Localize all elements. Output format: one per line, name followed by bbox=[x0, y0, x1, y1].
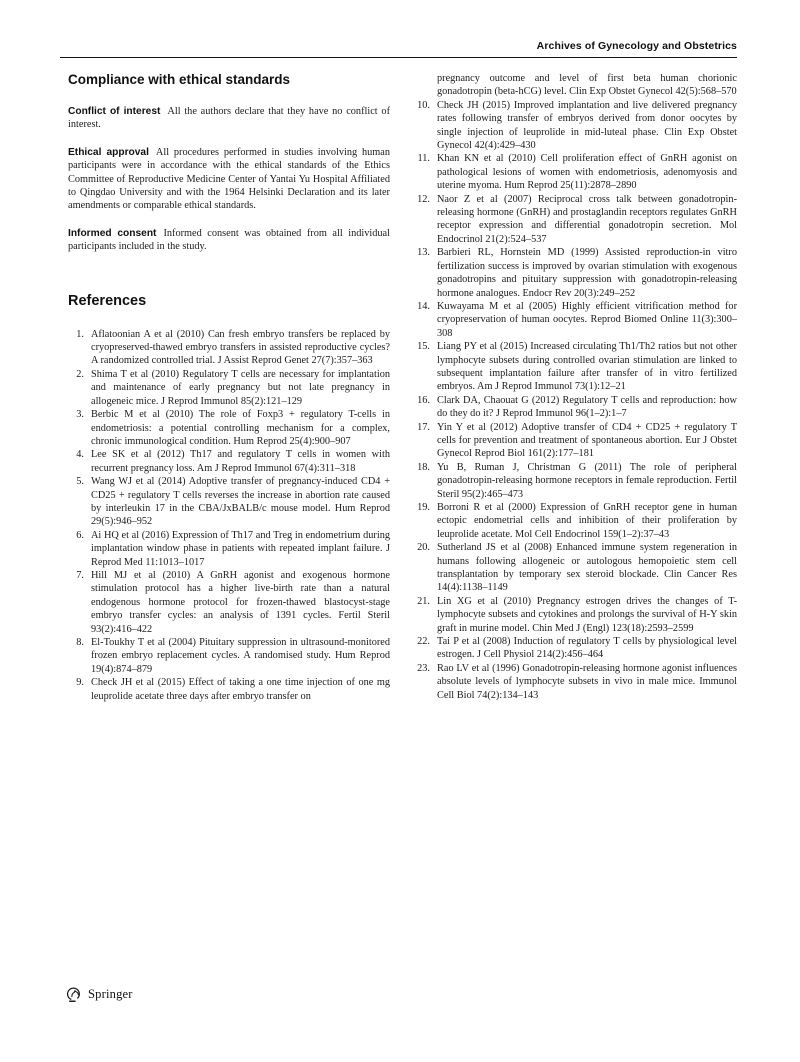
compliance-heading: Compliance with ethical standards bbox=[68, 72, 291, 87]
reference-number: 8. bbox=[76, 637, 84, 648]
paragraph-label: Ethical approval bbox=[68, 146, 149, 158]
reference-number: 13. bbox=[417, 247, 430, 259]
reference-item bbox=[414, 300, 737, 340]
reference-number: 5. bbox=[76, 476, 84, 488]
reference-item bbox=[68, 408, 390, 448]
reference-item bbox=[68, 676, 390, 703]
reference-number: 12. bbox=[417, 193, 430, 205]
reference-number: 2. bbox=[76, 368, 84, 380]
reference-item bbox=[68, 636, 390, 676]
reference-number: 19. bbox=[417, 502, 430, 513]
reference-number: 11. bbox=[417, 153, 430, 165]
reference-item bbox=[414, 595, 737, 635]
reference-text: Borroni R et al (2000) Expression of GnRH receptor gene in human ectopic endometrial cells and inhibition of their proliferation by leuprolide acetate. Mol Cell Endocrinol 159(1–2):37–43 bbox=[437, 502, 737, 540]
reference-text: Liang PY et al (2015) Increased circulating Th1/Th2 ratios but not other lymphocyte subsets during controlled ovarian stimulation are linked to subsequent implantation failure after transfer of in vitro fertilized embryos. Am J Reprod Immunol 73(1):12–21 bbox=[437, 341, 737, 393]
reference-item bbox=[68, 448, 390, 475]
reference-item bbox=[414, 541, 737, 595]
reference-number: 15. bbox=[417, 341, 430, 353]
reference-number: 16. bbox=[417, 394, 430, 406]
publisher-name: Springer bbox=[88, 987, 133, 1001]
reference-item bbox=[68, 529, 390, 569]
reference-text: Wang WJ et al (2014) Adoptive transfer of pregnancy-induced CD4 + CD25 + regulatory T cells reverses the increase in abortion rate caused by interleukin 17 in the CBA/JxBALB/c mouse model. Hum Reprod 29(5):946–952 bbox=[91, 476, 390, 528]
reference-item bbox=[68, 368, 390, 408]
reference-number: 18. bbox=[417, 461, 430, 473]
reference-item bbox=[414, 421, 737, 461]
reference-number: 21. bbox=[417, 595, 430, 607]
reference-text: Khan KN et al (2010) Cell proliferation effect of GnRH agonist on pathological lesions of women with endometriosis, adenomyosis and uterine myoma. Hum Reprod 25(11):2878–2890 bbox=[437, 153, 737, 192]
references-heading: References bbox=[68, 292, 147, 309]
paragraph-label: Informed consent bbox=[68, 227, 157, 239]
reference-text: Kuwayama M et al (2005) Highly efficient vitrification method for cryopreservation of human oocytes. Reprod Biomed Online 11(3):300–308 bbox=[437, 300, 737, 339]
reference-item bbox=[68, 475, 390, 529]
reference-item bbox=[414, 246, 737, 300]
right-column bbox=[414, 72, 737, 702]
springer-knight-icon bbox=[66, 986, 83, 1003]
reference-number: 14. bbox=[417, 300, 430, 312]
reference-list-left bbox=[68, 328, 390, 703]
reference-item bbox=[68, 328, 390, 368]
reference-item bbox=[414, 501, 737, 541]
reference-text: Clark DA, Chaouat G (2012) Regulatory T cells and reproduction: how do they do it? J Reprod Immunol 96(1–2):1–7 bbox=[437, 394, 737, 420]
reference-number: 1. bbox=[76, 328, 84, 340]
reference-text: Hill MJ et al (2010) A GnRH agonist and exogenous hormone stimulation protocol has a higher live-birth rate than a natural endogenous hormone protocol for frozen-thawed blastocyst-stage embryo transfer cycles: an analysis of 1391 cycles. Fertil Steril 93(2):416–422 bbox=[91, 569, 390, 635]
publisher-footer bbox=[66, 986, 133, 1003]
reference-number: 23. bbox=[417, 662, 430, 674]
reference-text: Check JH (2015) Improved implantation and live delivered pregnancy rates following transfer of embryos derived from donor oocytes by single injection of leuprolide in mid-luteal phase. Clin Exp Obstet Gynecol 42(4):429–430 bbox=[437, 99, 737, 152]
reference-number: 6. bbox=[76, 529, 84, 541]
reference-text: Tai P et al (2008) Induction of regulatory T cells by physiological level estrogen. J Cell Physiol 214(2):456–464 bbox=[437, 636, 737, 661]
reference-number: 9. bbox=[76, 677, 84, 689]
reference-text: Aflatoonian A et al (2010) Can fresh embryo transfers be replaced by cryopreserved-thawed embryo transfers in assisted reproductive cycles? A randomized controlled trial. J Assist Reprod Genet 27(7):357–363 bbox=[91, 328, 390, 367]
reference-text: Check JH et al (2015) Effect of taking a one time injection of one mg leuprolide acetate three days after embryo transfer on bbox=[91, 677, 390, 702]
paragraph-text: All procedures performed in studies involving human participants were in accordance with the ethical standards of the Ethics Committee of Reproductive Medicine Center of Yantai Yu Hospital Affiliated to Qingdao University and with the 1964 Helsinki Declaration and its later amendments or comparable ethical standards. bbox=[68, 146, 390, 212]
reference-text: Shima T et al (2010) Regulatory T cells are necessary for implantation and maintenance of early pregnancy but not late pregnancy in allogeneic mice. J Reprod Immunol 85(2):121–129 bbox=[91, 368, 390, 407]
paragraph-label: Conflict of interest bbox=[68, 106, 161, 117]
reference-text: Yu B, Ruman J, Christman G (2011) The role of peripheral gonadotropin-releasing hormone receptors in female reproduction. Fertil Steril 95(2):465–473 bbox=[437, 461, 737, 500]
reference-text: Lee SK et al (2012) Th17 and regulatory T cells in women with recurrent pregnancy loss. Am J Reprod Immunol 67(4):311–318 bbox=[91, 449, 390, 474]
header-rule bbox=[60, 57, 737, 58]
reference-item bbox=[414, 99, 737, 153]
reference-text: Lin XG et al (2010) Pregnancy estrogen drives the changes of T-lymphocyte subsets and cytokines and prolongs the survival of H-Y skin graft in murine model. Chin Med J (Engl) 123(18):2593–2599 bbox=[437, 595, 737, 634]
left-column bbox=[68, 72, 390, 703]
reference-item bbox=[68, 569, 390, 636]
reference-item bbox=[414, 635, 737, 662]
reference-number: 20. bbox=[417, 542, 430, 554]
reference-continuation-text: pregnancy outcome and level of first beta human chorionic gonadotropin (beta-hCG) level. Clin Exp Obstet Gynecol 42(5):568–570 bbox=[437, 73, 737, 98]
reference-item bbox=[414, 340, 737, 394]
reference-text: Berbic M et al (2010) The role of Foxp3 + regulatory T-cells in endometriosis: a potential controlling mechanism for a complex, chronic immunological condition. Hum Reprod 25(4):900–907 bbox=[91, 409, 390, 447]
reference-text: Barbieri RL, Hornstein MD (1999) Assisted reproduction-in vitro fertilization success is improved by ovarian stimulation with exogenous gonadotropins and pituitary suppression with gonadotropin-releasing hormone analogues. Endocr Rev 20(3):249–252 bbox=[437, 247, 737, 299]
reference-text: Yin Y et al (2012) Adoptive transfer of CD4 + CD25 + regulatory T cells for prevention and treatment of spontaneous abortion. Eur J Obstet Gynecol Reprod Biol 161(2):177–181 bbox=[437, 421, 737, 460]
reference-number: 7. bbox=[76, 569, 84, 581]
reference-item bbox=[414, 461, 737, 501]
reference-list-right bbox=[414, 99, 737, 702]
reference-item bbox=[414, 394, 737, 421]
informed-consent-paragraph bbox=[68, 227, 390, 254]
conflict-of-interest-paragraph bbox=[68, 105, 390, 132]
reference-text: Ai HQ et al (2016) Expression of Th17 and Treg in endometrium during implantation window phase in patients with repeated implant failure. J Reprod Med 11:1013–1017 bbox=[91, 529, 390, 568]
reference-number: 3. bbox=[76, 409, 84, 421]
reference-text: Naor Z et al (2007) Reciprocal cross talk between gonadotropin-releasing hormone (GnRH) and prostaglandin receptors regulates GnRH receptor expression and differential gonadotropin secretion. Mol Endocrinol 21(2):524–537 bbox=[437, 193, 737, 245]
reference-number: 10. bbox=[417, 99, 430, 111]
reference-item bbox=[414, 152, 737, 192]
reference-number: 22. bbox=[417, 636, 430, 648]
reference-text: Sutherland JS et al (2008) Enhanced immune system regeneration in humans following allogeneic or autologous hemopoietic stem cell transplantation by temporary sex steroid blockade. Clin Cancer Res 14(4):1138–1149 bbox=[437, 542, 737, 594]
running-head-journal-title: Archives of Gynecology and Obstetrics bbox=[536, 40, 737, 52]
reference-text: El-Toukhy T et al (2004) Pituitary suppression in ultrasound-monitored frozen embryo replacement cycles. A randomised study. Hum Reprod 19(4):874–879 bbox=[91, 637, 390, 675]
paragraph-text: Informed consent was obtained from all individual participants included in the study. bbox=[68, 227, 390, 253]
ethical-approval-paragraph bbox=[68, 146, 390, 213]
reference-item bbox=[414, 662, 737, 702]
paragraph-text: All the authors declare that they have no conflict of interest. bbox=[68, 106, 390, 131]
reference-text: Rao LV et al (1996) Gonadotropin-releasing hormone agonist influences absolute levels of lymphocyte subsets in vivo in male mice. Immunol Cell Biol 74(2):134–143 bbox=[437, 662, 737, 701]
reference-number: 17. bbox=[417, 421, 430, 433]
reference-item bbox=[414, 193, 737, 247]
reference-number: 4. bbox=[76, 449, 84, 461]
